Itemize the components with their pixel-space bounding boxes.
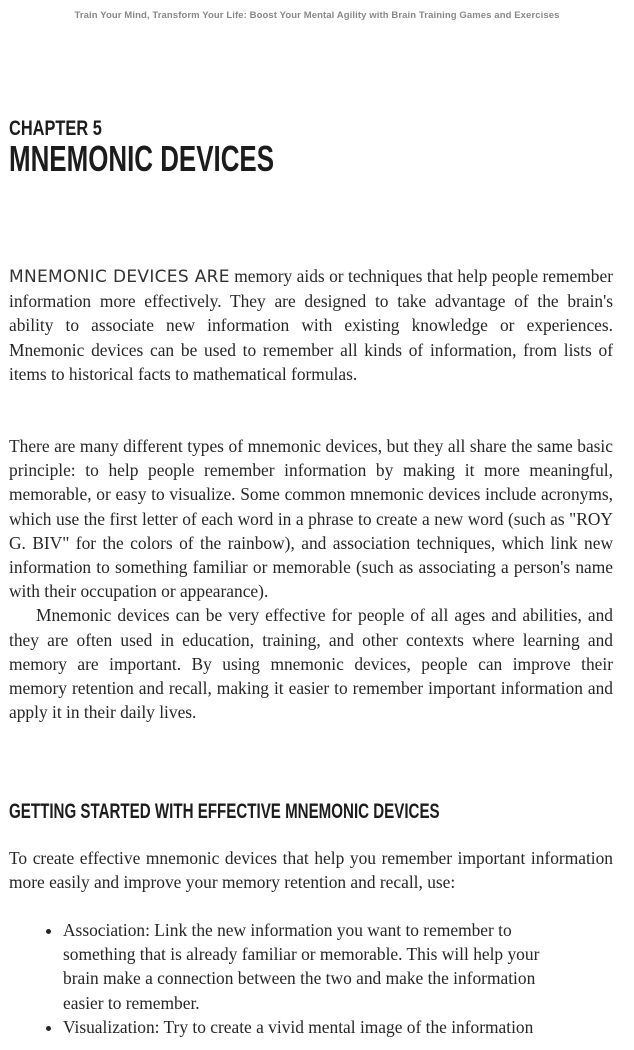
paragraph-text: memory aids or techniques that help people remember information more effectively. They are designed to take advantage of the brain's ability to associate new information with existing knowledge or experiences. Mnemonic devices can be used to remember all kinds of information, from lists of items to historical facts to mathematical formulas.	[9, 266, 613, 384]
list-item: • Visualization: Try to create a vivid mental image of the information	[63, 1015, 613, 1039]
body-paragraphs	[9, 434, 613, 724]
technique-list	[9, 918, 613, 1039]
chapter-title: MNEMONIC DEVICES	[9, 138, 274, 179]
running-header: Train Your Mind, Transform Your Life: Boost Your Mental Agility with Brain Training Games and Exercises	[74, 10, 560, 21]
paragraph-effectiveness: Mnemonic devices can be very effective for people of all ages and abilities, and they are often used in education, training, and other contexts where learning and memory are important. By using mnemonic devices, people can improve their memory retention and recall, making it easier to remember important information and apply it in their daily lives.	[9, 605, 613, 723]
intro-paragraph	[9, 264, 613, 386]
section-heading: GETTING STARTED WITH EFFECTIVE MNEMONIC DEVICES	[9, 800, 440, 823]
paragraph-lead-in: MNEMONIC DEVICES ARE	[9, 267, 230, 287]
section-intro-text: To create effective mnemonic devices that help you remember important information more easily and improve your memory retention and recall, use:	[9, 848, 613, 893]
chapter-label: CHAPTER 5	[9, 117, 102, 140]
list-item: • Association: Link the new information you want to remember to something that is already familiar or memorable. This will help your brain make a connection between the two and make the information easier to remember.	[63, 918, 613, 1015]
section-intro	[9, 846, 613, 894]
chapter-heading	[9, 118, 377, 178]
paragraph-types: There are many different types of mnemonic devices, but they all share the same basic principle: to help people remember information by making it more meaningful, memorable, or easy to visualize. Some common mnemonic devices include acronyms, which use the first letter of each word in a phrase to create a new word (such as "ROY G. BIV" for the colors of the rainbow), and association techniques, which link new information to something familiar or memorable (such as associating a person's name with their occupation or appearance).	[9, 436, 613, 602]
